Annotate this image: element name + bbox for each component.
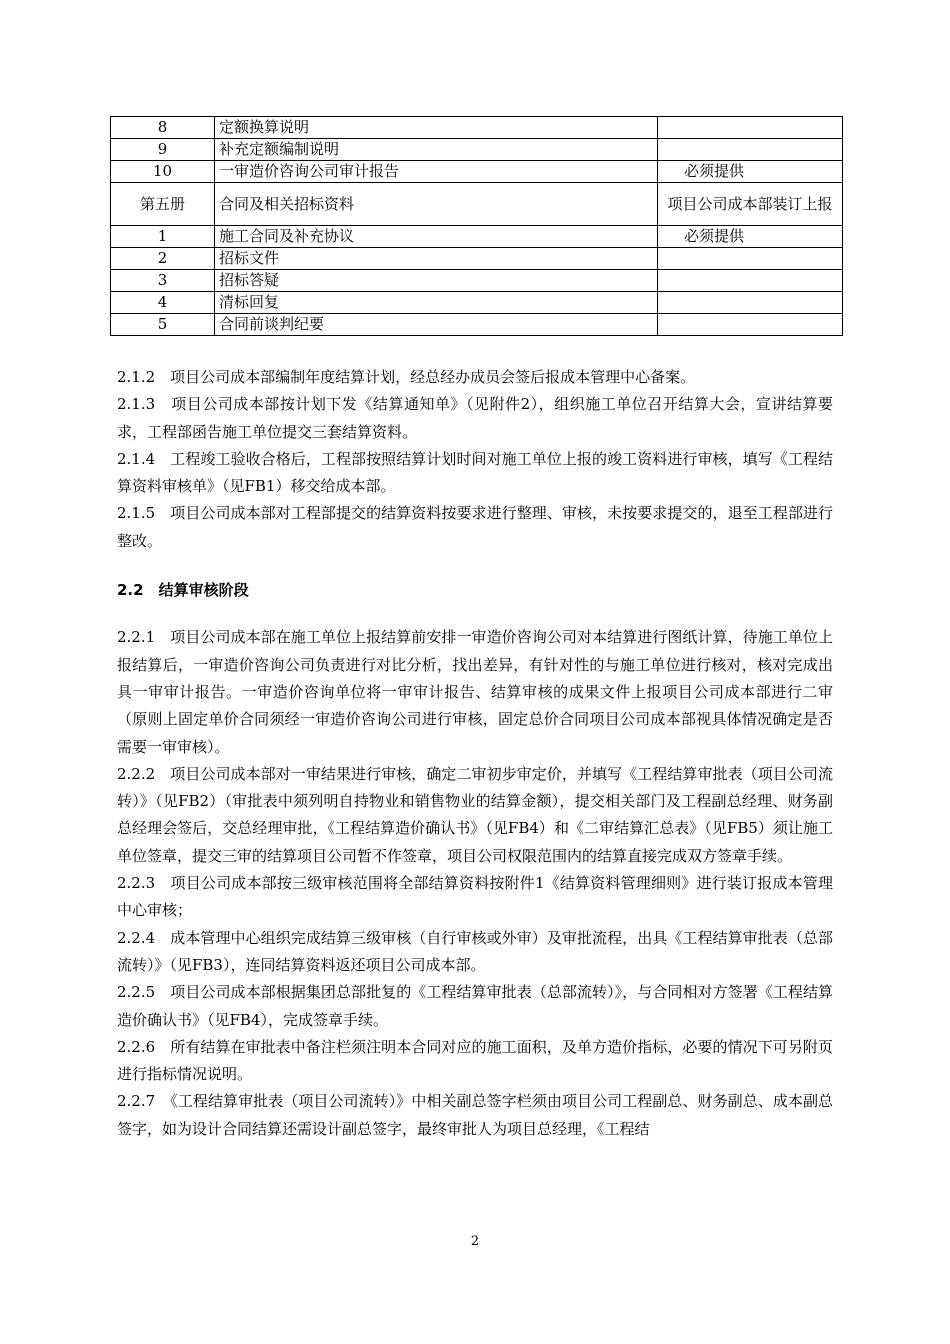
paragraph: 2.1.5 项目公司成本部对工程部提交的结算资料按要求进行整理、审核，未按要求提交的，退至工程部进行整改。 bbox=[117, 504, 833, 550]
row-item-name: 合同及相关招标资料 bbox=[215, 183, 658, 226]
row-number: 2 bbox=[111, 248, 215, 270]
row-number: 9 bbox=[111, 139, 215, 161]
paragraph: 2.2.4 成本管理中心组织完成结算三级审核（自行审核或外审）及审批流程，出具《工程结算审批表（总部流转）》（见FB3），连同结算资料返还项目公司成本部。 bbox=[117, 928, 833, 974]
section-heading: 2.2 结算审核阶段 bbox=[117, 581, 249, 600]
row-number: 5 bbox=[111, 314, 215, 336]
table-row bbox=[111, 161, 843, 183]
row-item-name: 招标文件 bbox=[215, 248, 658, 270]
table-row bbox=[111, 292, 843, 314]
row-number: 第五册 bbox=[111, 183, 215, 226]
row-item-name: 补充定额编制说明 bbox=[215, 139, 658, 161]
row-note bbox=[658, 139, 843, 161]
paragraph: 2.2.7 《工程结算审批表（项目公司流转）》中相关副总签字栏须由项目公司工程副总、财务副总、成本副总签字，如为设计合同结算还需设计副总签字，最终审批人为项目总经理，《工程结 bbox=[117, 1092, 833, 1138]
row-note: 必须提供 bbox=[658, 226, 843, 248]
table-row bbox=[111, 248, 843, 270]
paragraph: 2.2.1 项目公司成本部在施工单位上报结算前安排一审造价咨询公司对本结算进行图纸计算，待施工单位上报结算后，一审造价咨询公司负责进行对比分析，找出差异，有针对性的与施工单位进行核对，核对完成出具一审审计报告。一审造价咨询单位将一审审计报告、结算审核的成果文件上报项目公司成本部进行二审（原则上固定单价合同须经一审造价咨询公司进行审核，固定总价合同项目公司成本部视具体情况确定是否需要一审审核）。 bbox=[117, 628, 833, 756]
row-item-name: 定额换算说明 bbox=[215, 117, 658, 139]
page-number: 2 bbox=[470, 1234, 480, 1249]
row-number: 8 bbox=[111, 117, 215, 139]
row-item-name: 清标回复 bbox=[215, 292, 658, 314]
row-number: 3 bbox=[111, 270, 215, 292]
row-note bbox=[658, 270, 843, 292]
row-item-name: 一审造价咨询公司审计报告 bbox=[215, 161, 658, 183]
row-item-name: 招标答疑 bbox=[215, 270, 658, 292]
row-note bbox=[658, 117, 843, 139]
paragraph: 2.2.3 项目公司成本部按三级审核范围将全部结算资料按附件1《结算资料管理细则》进行装订报成本管理中心审核； bbox=[117, 874, 833, 920]
paragraph: 2.1.3 项目公司成本部按计划下发《结算通知单》（见附件2），组织施工单位召开结算大会，宣讲结算要求，工程部函告施工单位提交三套结算资料。 bbox=[117, 395, 833, 441]
table-row bbox=[111, 226, 843, 248]
paragraph: 2.1.4 工程竣工验收合格后，工程部按照结算计划时间对施工单位上报的竣工资料进行审核，填写《工程结算资料审核单》（见FB1）移交给成本部。 bbox=[117, 449, 833, 496]
row-number: 1 bbox=[111, 226, 215, 248]
table-row bbox=[111, 183, 843, 226]
table-row bbox=[111, 139, 843, 161]
row-note bbox=[658, 292, 843, 314]
paragraph: 2.2.6 所有结算在审批表中备注栏须注明本合同对应的施工面积，及单方造价指标，必要的情况下可另附页进行指标情况说明。 bbox=[117, 1037, 833, 1084]
row-note bbox=[658, 314, 843, 336]
row-note bbox=[658, 248, 843, 270]
table-row bbox=[111, 270, 843, 292]
row-item-name: 施工合同及补充协议 bbox=[215, 226, 658, 248]
paragraph: 2.1.2 项目公司成本部编制年度结算计划，经总经办成员会签后报成本管理中心备案。 bbox=[117, 368, 696, 386]
row-item-name: 合同前谈判纪要 bbox=[215, 314, 658, 336]
row-note: 项目公司成本部装订上报 bbox=[658, 183, 843, 226]
table-row bbox=[111, 314, 843, 336]
materials-table bbox=[110, 116, 843, 336]
paragraph: 2.2.5 项目公司成本部根据集团总部批复的《工程结算审批表（总部流转）》，与合同相对方签署《工程结算造价确认书》（见FB4），完成签章手续。 bbox=[117, 983, 833, 1029]
row-number: 10 bbox=[111, 161, 215, 183]
row-note: 必须提供 bbox=[658, 161, 843, 183]
paragraph: 2.2.2 项目公司成本部对一审结果进行审核，确定二审初步审定价，并填写《工程结算审批表（项目公司流转）》（见FB2）（审批表中须列明自持物业和销售物业的结算金额），提交相关部门及工程副总经理、财务副总经理会签后，交总经理审批，《工程结算造价确认书》（见FB4）和《二审结算汇总表》（见FB5）须让施工单位签章，提交三审的结算项目公司暂不作签章，项目公司权限范围内的结算直接完成双方签章手续。 bbox=[117, 764, 833, 865]
body-text bbox=[117, 364, 833, 1143]
row-number: 4 bbox=[111, 292, 215, 314]
table-row bbox=[111, 117, 843, 139]
